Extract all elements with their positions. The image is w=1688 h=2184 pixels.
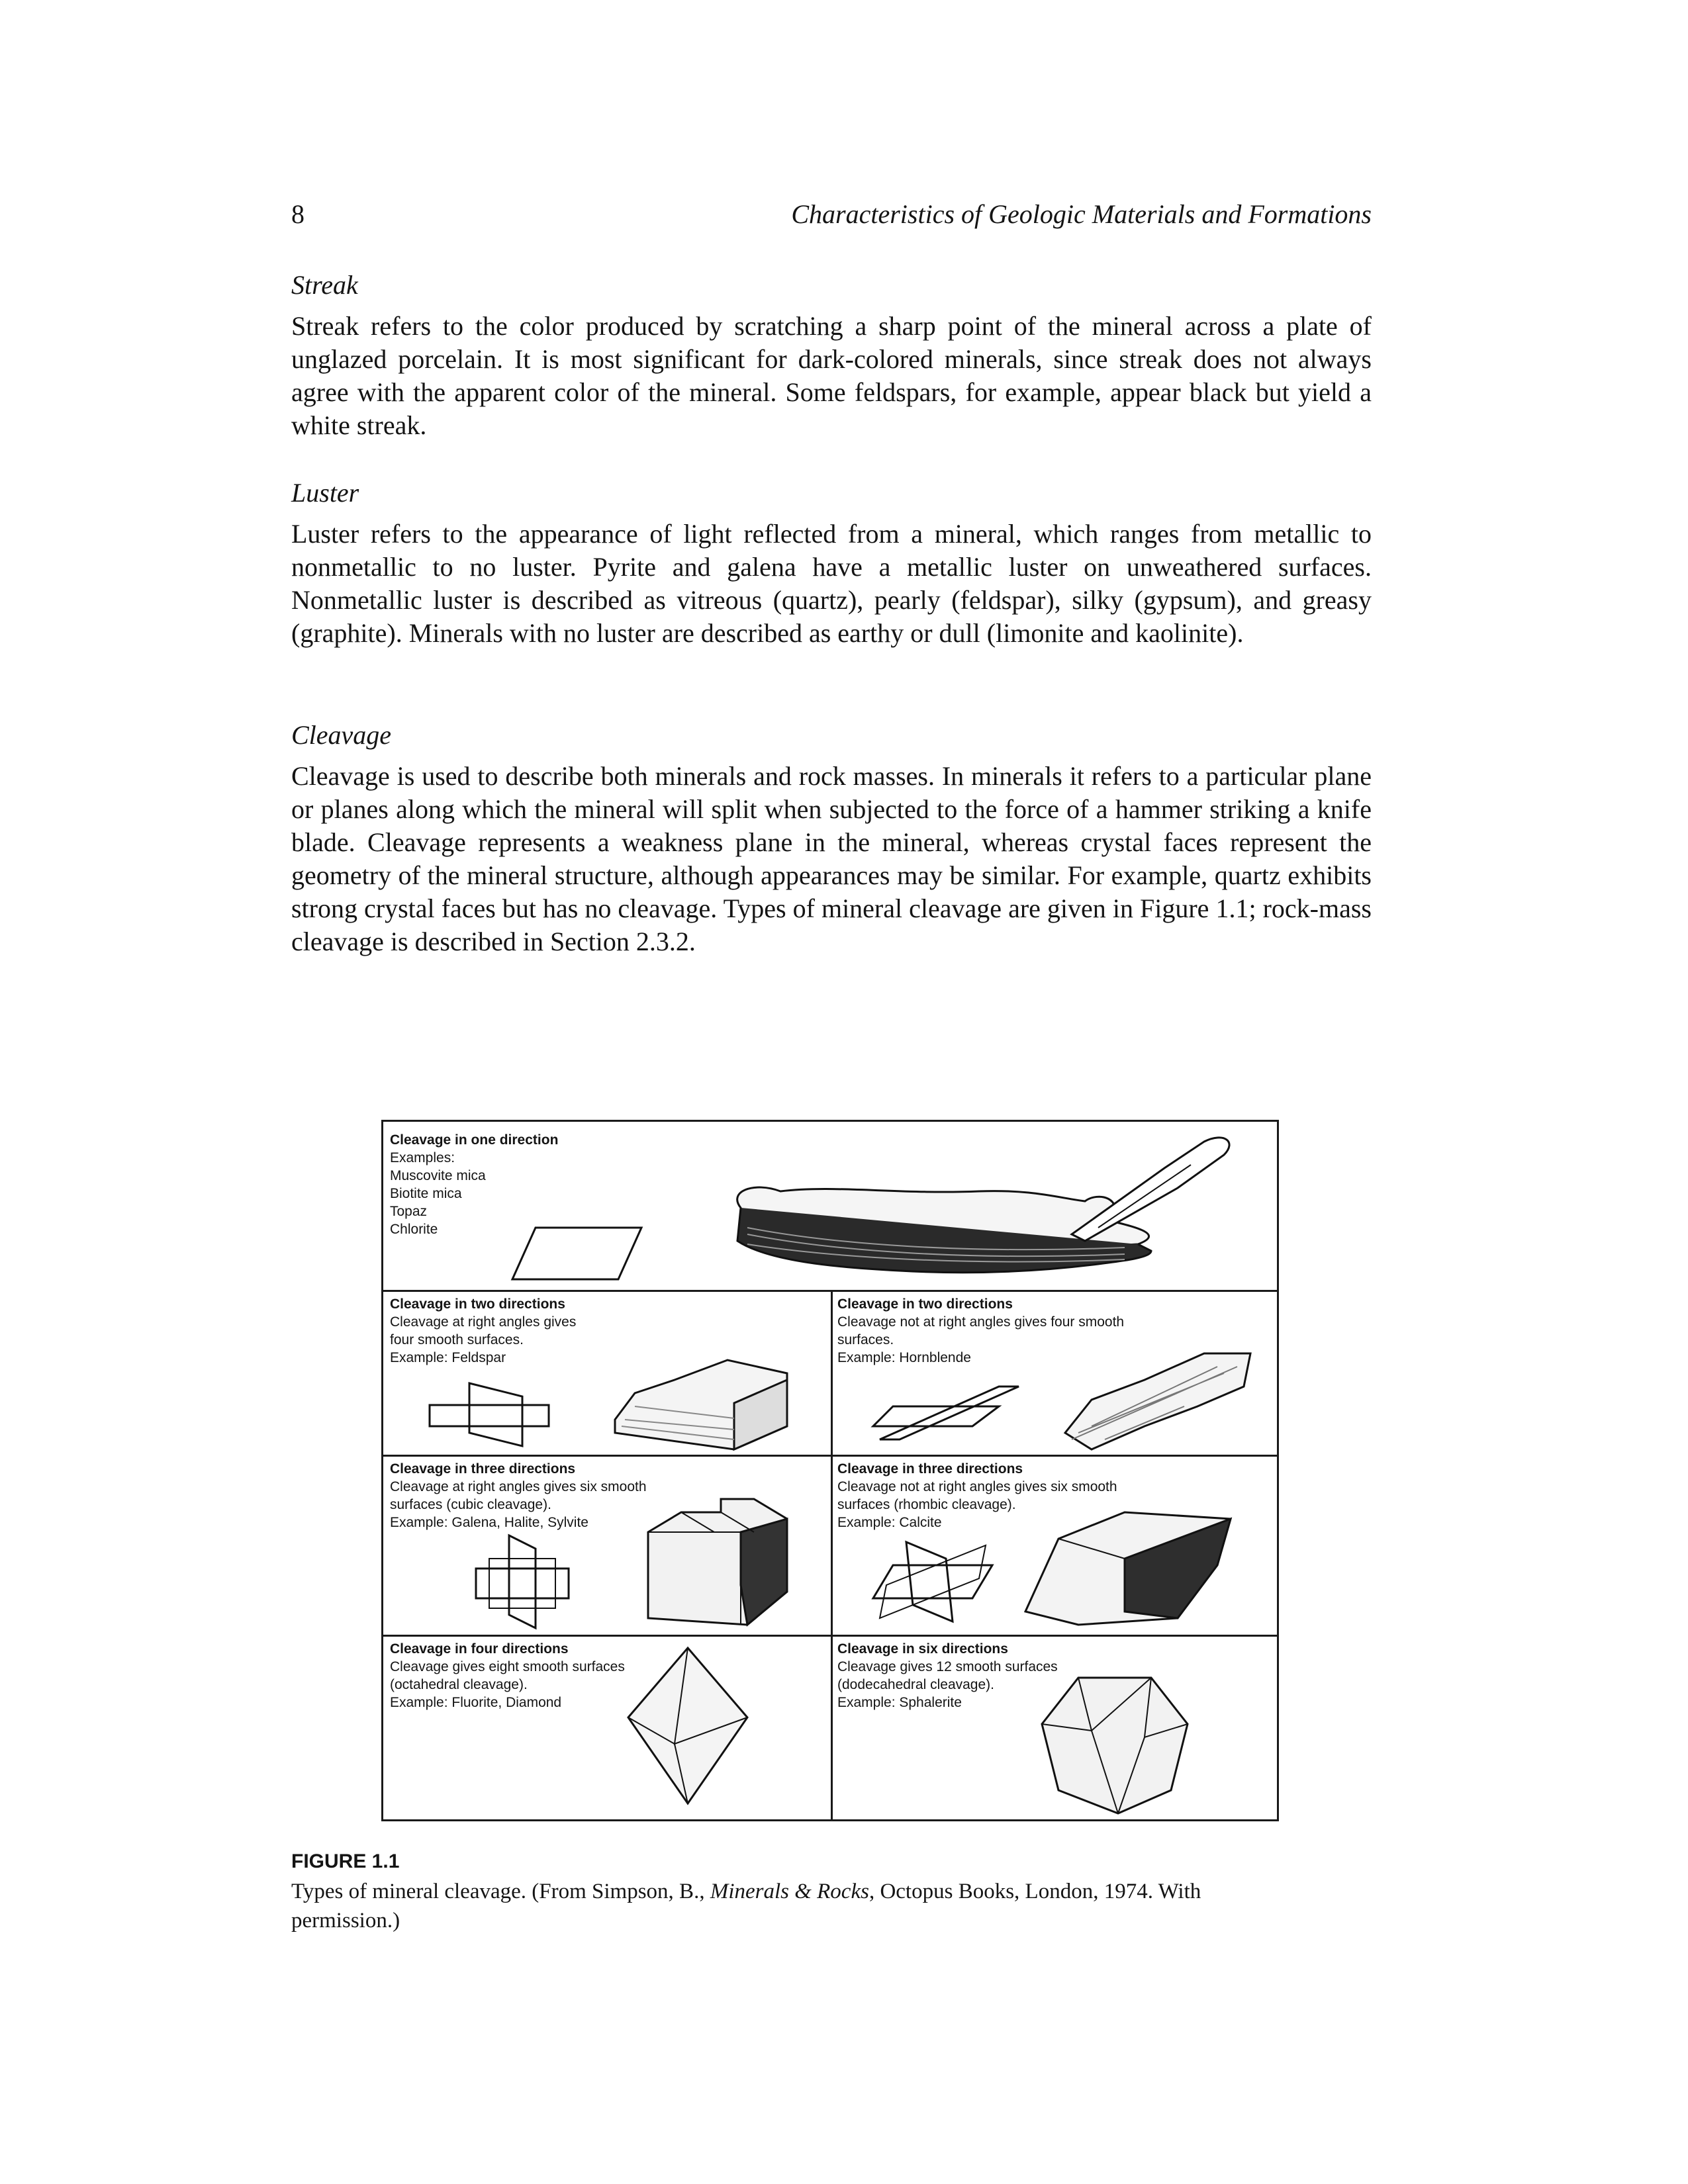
figure-divider	[383, 1455, 1277, 1457]
rhombic-planes-diagram	[867, 1539, 999, 1625]
cell-line: four smooth surfaces.	[390, 1332, 524, 1347]
cell-line: Cleavage at right angles gives	[390, 1314, 577, 1330]
cell-line: Topaz	[390, 1204, 428, 1219]
cell-line: Example: Sphalerite	[837, 1695, 962, 1710]
cell-title: Cleavage in one direction	[390, 1132, 559, 1148]
cell-line: Biotite mica	[390, 1186, 462, 1201]
figure-divider	[831, 1290, 833, 1821]
caption-book-title: Minerals & Rocks	[710, 1880, 869, 1903]
figure-label: FIGURE 1.1	[291, 1850, 400, 1872]
mica-sheet-illustration	[701, 1128, 1270, 1287]
section-heading: Luster	[291, 478, 359, 508]
section-paragraph: Cleavage is used to describe both minerals and rock masses. In minerals it refers to a particular plane or planes along which the mineral will split when subjected to the force of a hammer striking a knife blade. Cleavage represents a weakness plane in the mineral, whereas crystal faces represent the geometry of the mineral structure, although appearances may be similar. For example, quartz exhibits strong crystal faces but has no cleavage. Types of mineral cleavage are given in Figure 1.1; rock-mass cleavage is described in Section 2.3.2.	[291, 761, 1372, 956]
cell-line: surfaces (rhombic cleavage).	[837, 1497, 1016, 1512]
cell-title: Cleavage in two directions	[837, 1297, 1013, 1312]
section-heading: Cleavage	[291, 720, 392, 750]
dodecahedron-illustration	[1039, 1671, 1191, 1817]
cell-line: Muscovite mica	[390, 1168, 486, 1183]
section-paragraph: Luster refers to the appearance of light reflected from a mineral, which ranges from metallic to nonmetallic to no luster. Pyrite and galena have a metallic luster on unweathered surfaces. Nonmetallic luster is described as vitreous (quartz), pearly (feldspar), silky (gypsum), and greasy (graphite). Minerals with no luster are described as earthy or dull (limonite and kaolinite).	[291, 519, 1372, 648]
cell-line: (dodecahedral cleavage).	[837, 1677, 994, 1692]
cell-title: Cleavage in three directions	[837, 1461, 1023, 1477]
cubic-planes-diagram	[469, 1532, 575, 1631]
cell-line: (octahedral cleavage).	[390, 1677, 528, 1692]
cell-line: Example: Galena, Halite, Sylvite	[390, 1515, 588, 1530]
calcite-rhomb-illustration	[1019, 1492, 1257, 1631]
cell-line: Example: Fluorite, Diamond	[390, 1695, 562, 1710]
section-luster	[291, 475, 1372, 684]
cell-title: Cleavage in four directions	[390, 1641, 569, 1657]
cell-title: Cleavage in two directions	[390, 1297, 565, 1312]
cell-line: Cleavage gives eight smooth surfaces	[390, 1659, 625, 1674]
cell-line: Chlorite	[390, 1222, 438, 1237]
two-plane-oblique-diagram	[867, 1373, 1025, 1446]
section-heading: Streak	[291, 270, 358, 300]
feldspar-illustration	[595, 1340, 814, 1453]
figure-caption	[291, 1877, 1284, 1935]
figure-cleavage-types	[381, 1120, 1279, 1821]
page-number: 8	[291, 199, 305, 229]
cell-title: Cleavage in three directions	[390, 1461, 576, 1477]
running-title: Characteristics of Geologic Materials and Formations	[791, 199, 1372, 229]
cell-line: Cleavage not at right angles gives four smooth	[837, 1314, 1125, 1330]
cell-title: Cleavage in six directions	[837, 1641, 1008, 1657]
caption-text: Types of mineral cleavage. (From Simpson, B.,	[291, 1880, 710, 1903]
galena-cube-illustration	[641, 1492, 794, 1631]
cell-line: surfaces (cubic cleavage).	[390, 1497, 551, 1512]
two-plane-right-diagram	[423, 1380, 569, 1453]
cell-line: Cleavage gives 12 smooth surfaces	[837, 1659, 1058, 1674]
octahedron-illustration	[622, 1645, 754, 1810]
cell-line: Cleavage not at right angles gives six smooth	[837, 1479, 1117, 1494]
figure-divider	[383, 1290, 1277, 1292]
cell-line: Example: Calcite	[837, 1515, 942, 1530]
figure-divider	[383, 1635, 1277, 1637]
section-cleavage	[291, 717, 1372, 993]
cell-line: Cleavage at right angles gives six smooth	[390, 1479, 647, 1494]
single-plane-diagram	[509, 1221, 655, 1287]
section-paragraph: Streak refers to the color produced by scratching a sharp point of the mineral across a plate of unglazed porcelain. It is most significant for dark-colored minerals, since streak does not always agree with the apparent color of the mineral. Some feldspars, for example, appear black but yield a white streak.	[291, 311, 1372, 440]
section-streak	[291, 267, 1372, 477]
hornblende-illustration	[1052, 1340, 1264, 1453]
caption-text: , Octopus Books, London, 1974. With permission.)	[291, 1880, 1201, 1933]
cell-line: Example: Hornblende	[837, 1350, 971, 1365]
cell-line: Example: Feldspar	[390, 1350, 506, 1365]
cell-line: Examples:	[390, 1150, 455, 1165]
cell-line: surfaces.	[837, 1332, 894, 1347]
